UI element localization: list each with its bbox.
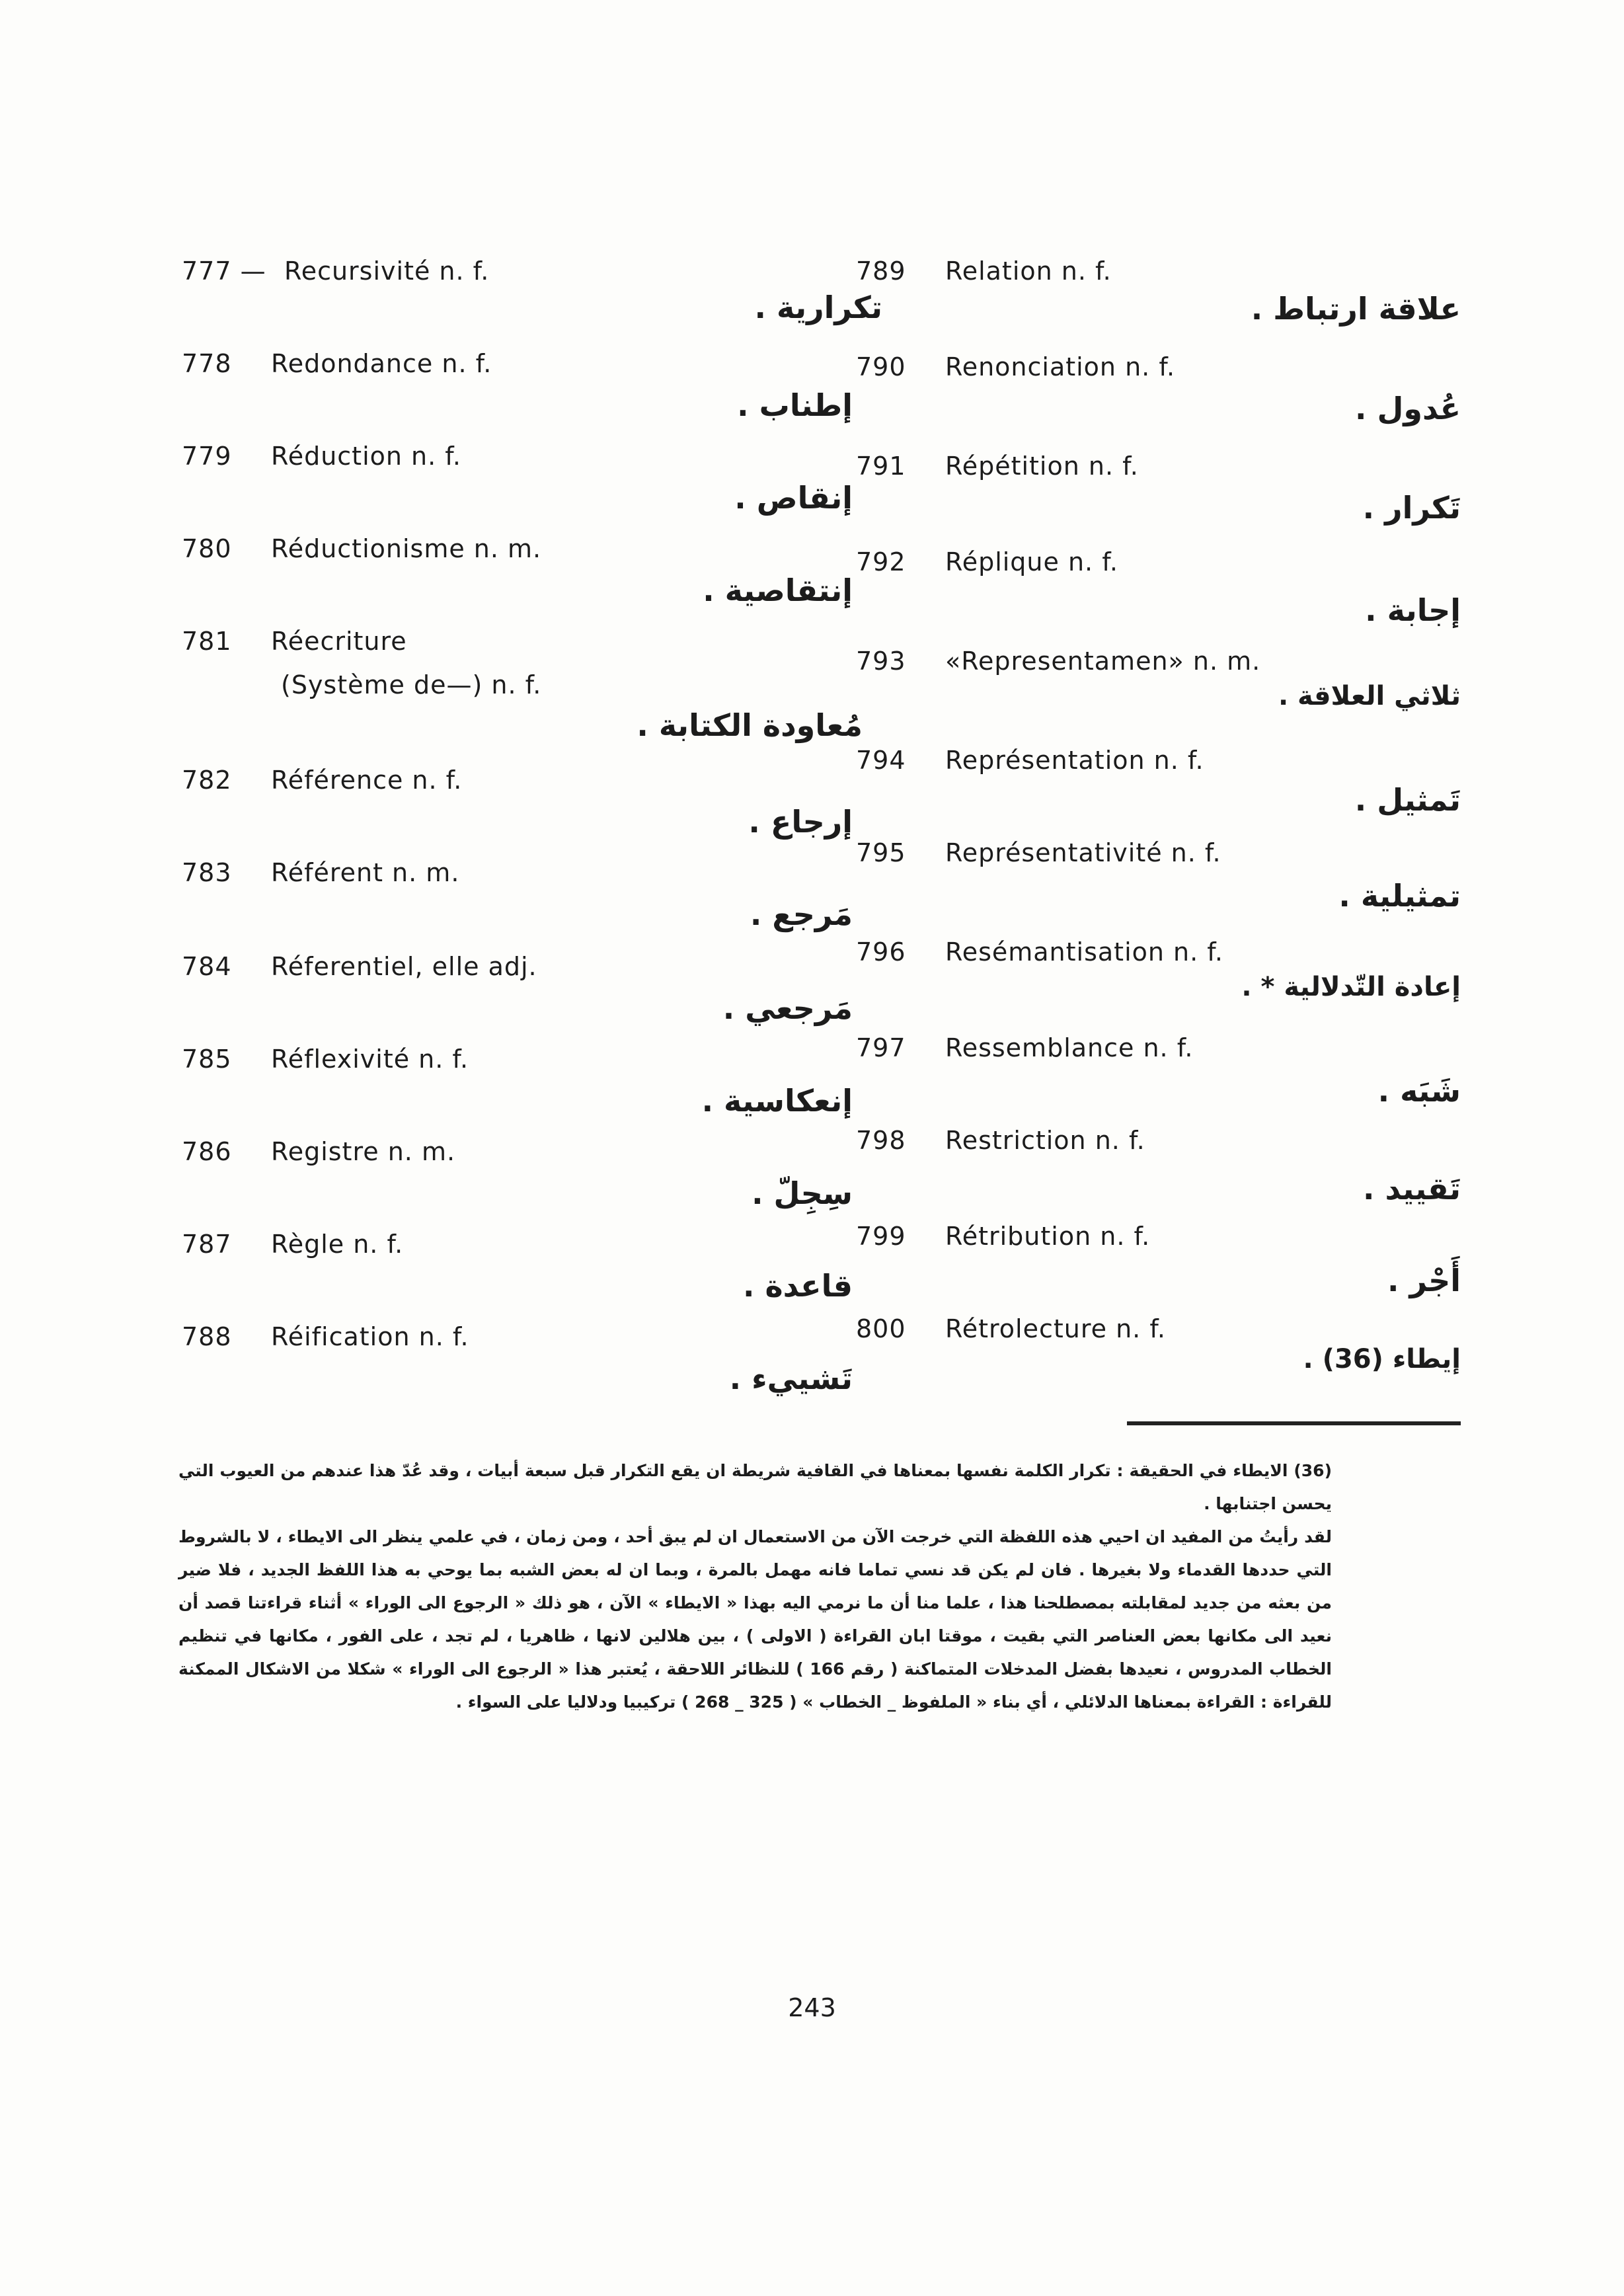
footnote-36: (36) الايطاء في الحقيقة : تكرار الكلمة نفسها بمعناها في القافية شريطة ان يقع التكرار قبل سبعة أبيات ، وقد عُدّ هذا عندهم من العيوب التي يحسن اجتنابها . [178, 1461, 1332, 1513]
entry-number: 786 [182, 1137, 232, 1166]
entry-787 [182, 1230, 853, 1322]
entry-790 [856, 352, 1461, 445]
entry-arabic: إجابة . [1365, 592, 1461, 628]
entry-arabic: تكرارية . [754, 290, 882, 325]
entry-arabic: عُدول . [1355, 391, 1461, 426]
entry-term: Registre n. m. [271, 1137, 456, 1166]
entry-number: 781 [182, 627, 232, 656]
entry-number: 784 [182, 952, 232, 981]
entry-number: 789 [856, 257, 906, 286]
entry-number: 787 [182, 1230, 232, 1259]
entry-number: 796 [856, 937, 906, 967]
entry-number: 797 [856, 1033, 906, 1062]
entry-number: 798 [856, 1126, 906, 1155]
entry-term: Resémantisation n. f. [945, 937, 1223, 967]
entry-arabic: مَرجع . [750, 896, 853, 932]
entry-term: Rétribution n. f. [945, 1222, 1151, 1251]
entry-number: 792 [856, 547, 906, 576]
entry-number: 793 [856, 647, 906, 676]
entry-number: 794 [856, 746, 906, 775]
entry-796 [856, 937, 1461, 1030]
entry-number: 800 [856, 1314, 906, 1343]
entry-778 [182, 349, 853, 442]
entry-term: Répétition n. f. [945, 452, 1139, 481]
entry-arabic: مَرجعي . [722, 990, 853, 1026]
entry-791 [856, 452, 1461, 544]
entry-number: 777 — [182, 257, 266, 286]
entry-782 [182, 766, 853, 858]
entry-number: 785 [182, 1045, 232, 1074]
entry-798 [856, 1126, 1461, 1218]
entry-789 [856, 257, 1461, 349]
entry-term: Représentation n. f. [945, 746, 1204, 775]
entry-number: 780 [182, 534, 232, 563]
entry-arabic: تَقييد . [1363, 1171, 1461, 1207]
entry-786 [182, 1137, 853, 1230]
entry-number: 788 [182, 1322, 232, 1351]
entry-number: 799 [856, 1222, 906, 1251]
entry-779 [182, 442, 853, 534]
entry-term: Renonciation n. f. [945, 352, 1176, 381]
entry-term: Relation n. f. [945, 257, 1112, 286]
entry-term: Représentativité n. f. [945, 838, 1221, 867]
entry-arabic: ثلاثي العلاقة . [1278, 681, 1461, 711]
entry-arabic: شَبَه . [1377, 1073, 1461, 1109]
entry-term: Restriction n. f. [945, 1126, 1145, 1155]
entry-term: Ressemblance n. f. [945, 1033, 1194, 1062]
entry-term: Réplique n. f. [945, 547, 1118, 576]
entry-arabic: علاقة ارتباط . [1251, 291, 1461, 327]
entry-term: «Representamen» n. m. [945, 647, 1261, 676]
entry-arabic: إنقاص . [734, 480, 853, 516]
entry-783 [182, 858, 853, 951]
entry-794 [856, 746, 1461, 838]
entry-arabic: تَشييء . [729, 1361, 853, 1396]
entry-term: Référent n. m. [271, 858, 460, 887]
entry-799 [856, 1222, 1461, 1314]
entry-780 [182, 534, 853, 627]
entry-781 [182, 627, 863, 759]
entry-784 [182, 952, 853, 1045]
entry-term: Réflexivité n. f. [271, 1045, 469, 1074]
entry-797 [856, 1033, 1461, 1126]
entry-arabic: تمثيلية . [1338, 878, 1461, 914]
page-number: 243 [788, 1993, 836, 2022]
entry-arabic: إرجاع . [748, 804, 853, 840]
entry-term-continued: (Système de—) n. f. [281, 670, 542, 699]
entry-arabic: تَمثيل . [1354, 782, 1461, 818]
entry-term: Recursivité n. f. [284, 257, 490, 286]
entry-term: Redondance n. f. [271, 349, 492, 378]
entry-number: 779 [182, 442, 232, 471]
entry-term: Référence n. f. [271, 766, 463, 795]
entry-arabic: تَكرار . [1362, 490, 1461, 526]
entry-arabic: مُعاودة الكتابة . [637, 707, 863, 743]
entry-795 [856, 838, 1461, 931]
entry-term: Réductionisme n. m. [271, 534, 542, 563]
entry-number: 783 [182, 858, 232, 887]
entry-number: 795 [856, 838, 906, 867]
entry-785 [182, 1045, 853, 1137]
entry-arabic: إنتقاصية . [703, 573, 853, 608]
entry-arabic: قاعدة . [742, 1268, 853, 1304]
entry-term: Réecriture [271, 627, 407, 656]
footnotes [178, 1454, 1332, 1719]
entry-arabic: إطناب . [737, 387, 853, 423]
entry-term: Rétrolecture n. f. [945, 1314, 1167, 1343]
entry-number: 782 [182, 766, 232, 795]
entry-number: 791 [856, 452, 906, 481]
footnote-36-continued: لقد رأيتُ من المفيد ان احيي هذه اللفظة التي خرجت الآن من الاستعمال ان لم يبق أحد ، ومن زمان ، في علمي ينظر الى الايطاء ، لا بالشروط التي حددها القدماء ولا بغيرها . فان لم يكن قد نسي تماما فانه مهمل بالمرة ، وبما ان له بعض الشبه بما يوحي به هذا اللفظ الجديد ، فلا ضير من بعثه من جديد لمقابلته بمصطلحنا هذا ، علما منا أن ما نرمي اليه بهذا « الايطاء » الآن ، هو ذلك « الرجوع الى الوراء » أثناء قراءتنا قصد أن نعيد الى مكانها بعض العناصر التي بقيت ، موقتا ابان القراءة ( الاولى ) ، بين هلالين لانها ، ظاهريا ، لم تجد ، على الفور ، مكانها في تنظيم الخطاب المدروس ، نعيدها بفضل المدخلات المتماكنة ( رقم 166 ) للنظائر اللاحقة ، يُعتبر هذا « الرجوع الى الوراء » شكلا من الاشكال الممكنة للقراءة : القراءة بمعناها الدلائلي ، أي بناء « الملفوظ _ الخطاب » ( 325 _ 268 ) تركيبيا ودلاليا على السواء . [178, 1527, 1332, 1712]
entry-792 [856, 547, 1461, 640]
entry-arabic: سِجِلّ . [752, 1175, 853, 1211]
entry-788 [182, 1322, 853, 1415]
entry-793 [856, 647, 1461, 739]
entry-term: Réferentiel, elle adj. [271, 952, 537, 981]
entry-term: Réduction n. f. [271, 442, 461, 471]
entry-arabic: إيطاء (36) . [1303, 1344, 1461, 1374]
entry-800 [856, 1314, 1461, 1407]
entry-arabic: أَجْر . [1387, 1263, 1461, 1298]
entry-arabic: إعادة التّدلالية * . [1241, 972, 1461, 1002]
entry-arabic: إنعكاسية . [701, 1083, 853, 1119]
entry-number: 790 [856, 352, 906, 381]
entry-term: Règle n. f. [271, 1230, 404, 1259]
footnote-divider [1127, 1421, 1461, 1425]
entry-number: 778 [182, 349, 232, 378]
entry-term: Réification n. f. [271, 1322, 469, 1351]
